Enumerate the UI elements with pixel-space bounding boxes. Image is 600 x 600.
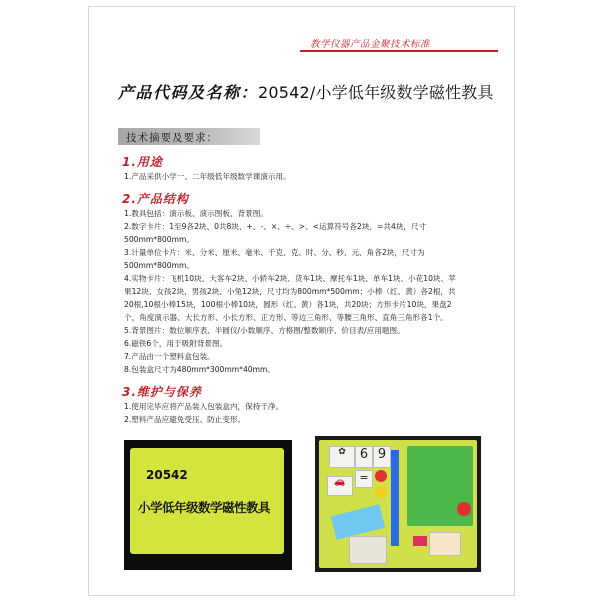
red-circle — [375, 470, 387, 482]
structure-line-6: 4.实物卡片：飞机10块、大客车2块、小轿车2块、货车1块、摩托车1块、单车1块、小花10块、苹 — [124, 274, 456, 283]
pink-piece — [413, 536, 427, 546]
lid-code: 20542 — [146, 468, 188, 482]
product-title-label: 产品代码及名称： — [118, 83, 259, 102]
structure-line-8: 20根,10根小棒15块，100根小棒10块，圆形（红、黄）各1块，共20块；方形卡片10块，果盘2 — [124, 300, 452, 309]
card-flower: ✿ — [329, 446, 355, 468]
yellow-circle — [375, 486, 387, 498]
structure-line-1: 1.教具包括：演示板、演示图板、背景图。 — [124, 209, 268, 218]
use-line-1: 1.产品采供小学一、二年级低年级数学课演示用。 — [124, 172, 291, 181]
section-use-title: 1.用途 — [122, 155, 163, 169]
structure-line-7: 果12块、女孩2块、男孩2块、小兔12块，尺寸均为800mm*500mm；小棒（红、黄）各2根，共 — [124, 287, 456, 296]
header-divider — [300, 50, 498, 52]
structure-line-4: 3.计量单位卡片：米、分米、厘米、毫米、千克、克、时、分、秒、元、角各2块，尺寸为 — [124, 248, 425, 257]
structure-line-10: 5.背景图片：数位顺序表、半圆仪/小数顺序、方格图/整数顺序、价目表/应用题图。 — [124, 326, 405, 335]
section-structure-title: 2.产品结构 — [122, 192, 189, 206]
structure-line-3: 500mm*800mm。 — [124, 235, 194, 244]
maintenance-line-2: 2.塑料产品应避免受压、防止变形。 — [124, 415, 246, 424]
card-equals: = — [355, 470, 373, 488]
card-6: 6 — [355, 446, 373, 468]
structure-line-9: 个，角度演示器、大长方形、小长方形、正方形、等边三角形、等腰三角形、直角三角形各1个。 — [124, 313, 448, 322]
card-9: 9 — [373, 446, 391, 468]
summary-title: 技术摘要及要求： — [126, 132, 218, 144]
blue-stick — [391, 450, 399, 546]
product-photo-open — [315, 436, 481, 572]
maintenance-line-1: 1.使用完毕应将产品装入包装盒内，保持干净。 — [124, 402, 284, 411]
blue-triangle — [331, 504, 385, 539]
cup — [349, 536, 387, 564]
structure-line-12: 7.产品由一个塑料盒包装。 — [124, 352, 215, 361]
lid-name: 小学低年级数学磁性教具 — [138, 500, 271, 515]
product-title-value: 20542/小学低年级数学磁性教具 — [258, 83, 494, 102]
structure-line-11: 6.磁铁6个，用于吸附背景图。 — [124, 339, 228, 348]
section-maintenance-title: 3.维护与保养 — [122, 385, 202, 399]
product-photo-closed — [124, 440, 292, 570]
card-stack — [429, 532, 461, 556]
header-text: 教学仪器产品金聚技术标准 — [310, 39, 431, 50]
card-car: 🚗 — [327, 476, 353, 496]
structure-line-5: 500mm*800mm。 — [124, 261, 194, 270]
red-magnet — [457, 502, 471, 516]
structure-line-13: 8.包装盒尺寸为480mm*300mm*40mm。 — [124, 365, 276, 374]
box-lid — [130, 448, 284, 554]
box-tray — [319, 440, 477, 568]
structure-line-2: 2.数字卡片：1至9各2块、0共8块、+、-、×、÷、>、<运算符号各2块，=共4块，尺寸 — [124, 222, 427, 231]
product-title — [118, 80, 494, 103]
